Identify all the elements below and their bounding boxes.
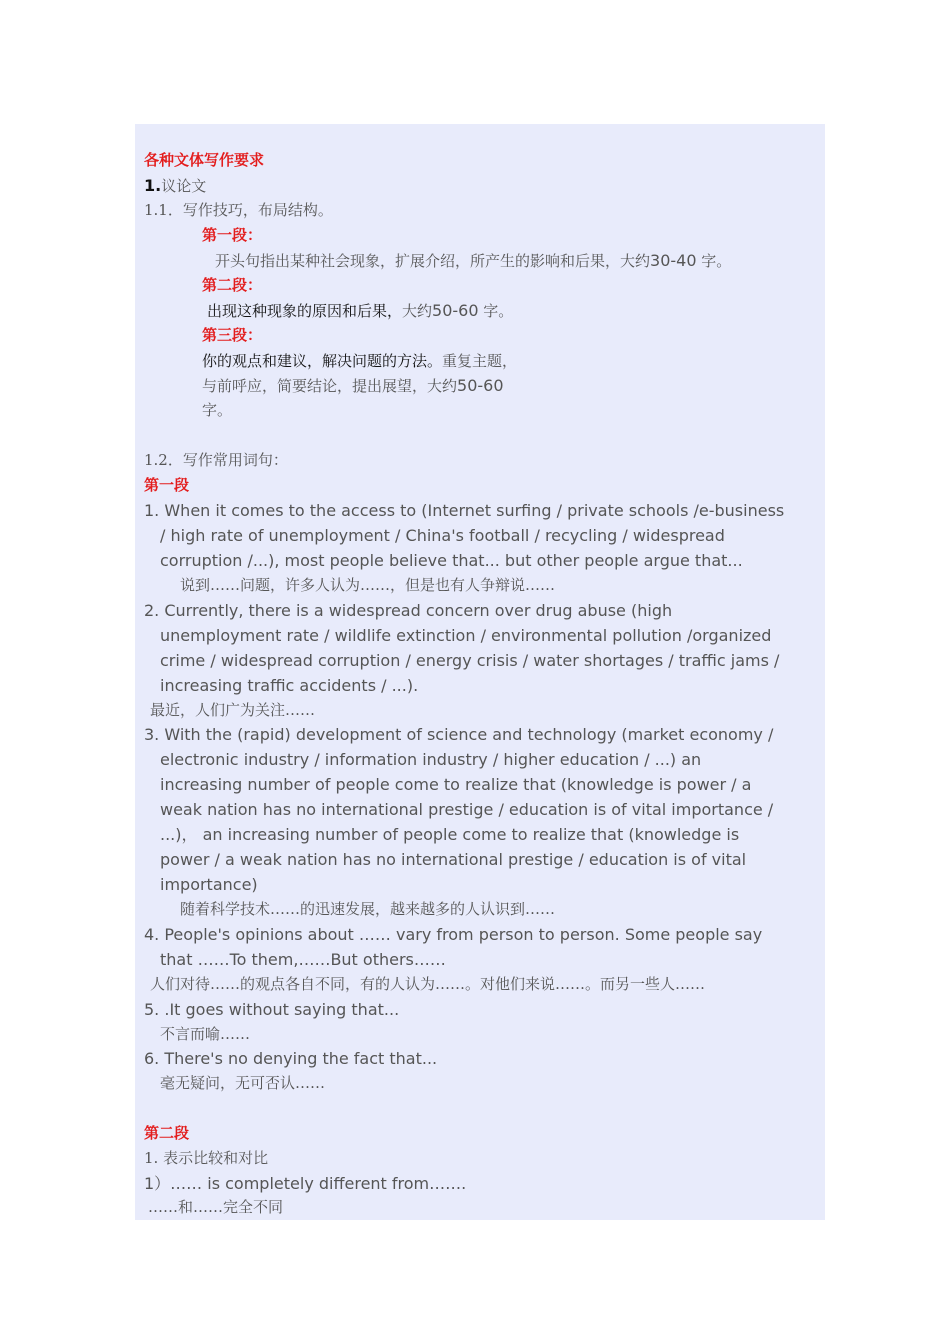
phrase-6-line: 6. There's no denying the fact that...: [144, 1049, 438, 1068]
phrase-5-translation: 不言而喻……: [160, 1025, 251, 1043]
phrase-2-translation: 最近，人们广为关注……: [150, 701, 316, 719]
phrase-3-line: ...)， an increasing number of people come to realize that (knowledge is: [160, 825, 740, 844]
paragraph-1-desc: 开头句指出某种社会现象，扩展介绍，所产生的影响和后果，大约30-40 字。: [215, 251, 732, 270]
section-1-1-heading: 1.1．写作技巧，布局结构。: [144, 201, 333, 219]
paragraph-3-desc: 你的观点和建议，解决问题的方法。重复主题，: [202, 352, 518, 370]
first-paragraph-heading: 第一段: [144, 476, 190, 494]
phrase-1-line: 1. When it comes to the access to (Internet surfing / private schools /e-business: [144, 501, 785, 520]
phrase-5-line: 5. .It goes without saying that...: [144, 1000, 400, 1019]
phrase-3-line: 3. With the (rapid) development of science and technology (market economy /: [144, 725, 774, 744]
paragraph-3-desc-line3: 字。: [202, 401, 233, 419]
phrase-3-line: power / a weak nation has no international prestige / education is of vital: [160, 850, 747, 869]
phrase-2-line: unemployment rate / wildlife extinction / environmental pollution /organized: [160, 626, 772, 645]
paragraph-3-label: 第三段：: [202, 326, 263, 344]
compare-contrast-heading: 1. 表示比较和对比: [144, 1149, 269, 1167]
phrase-1-line: / high rate of unemployment / China's football / recycling / widespread: [160, 526, 725, 545]
phrase-3-line: weak nation has no international prestige / education is of vital importance /: [160, 800, 774, 819]
second-paragraph-heading: 第二段: [144, 1124, 190, 1142]
document-panel: [135, 124, 825, 1220]
phrase-1-translation: 说到……问题，许多人认为……，但是也有人争辩说……: [180, 576, 556, 594]
phrase-4-line: that ……To them,……But others……: [160, 950, 446, 969]
compare-phrase-1: 1）…… is completely different from…….: [144, 1174, 467, 1193]
phrase-3-line: increasing number of people come to realize that (knowledge is power / a: [160, 775, 752, 794]
phrase-2-line: increasing traffic accidents / ...).: [160, 676, 419, 695]
section-1-2-heading: 1.2．写作常用词句：: [144, 451, 288, 469]
compare-phrase-1-translation: ……和……完全不同: [148, 1198, 284, 1216]
phrase-4-translation: 人们对待……的观点各自不同，有的人认为……。对他们来说……。而另一些人……: [150, 975, 706, 993]
phrase-2-line: crime / widespread corruption / energy crisis / water shortages / traffic jams /: [160, 651, 780, 670]
section-1-number: 1.: [144, 176, 162, 195]
phrase-4-line: 4. People's opinions about …… vary from person to person. Some people say: [144, 925, 763, 944]
phrase-3-line: importance): [160, 875, 258, 894]
phrase-3-translation: 随着科学技术……的迅速发展，越来越多的人认识到……: [180, 900, 556, 918]
phrase-2-line: 2. Currently, there is a widespread concern over drug abuse (high: [144, 601, 673, 620]
section-1-heading: [144, 173, 206, 198]
phrase-1-line: corruption /...), most people believe that... but other people argue that...: [160, 551, 743, 570]
paragraph-1-label: 第一段：: [202, 226, 263, 244]
phrase-3-line: electronic industry / information industry / higher education / ...) an: [160, 750, 702, 769]
doc-title: 各种文体写作要求: [144, 151, 265, 169]
phrase-6-translation: 毫无疑问，无可否认……: [160, 1074, 326, 1092]
section-1-label: 议论文: [161, 177, 207, 195]
paragraph-2-label: 第二段：: [202, 276, 263, 294]
paragraph-3-desc-line2: 与前呼应，简要结论，提出展望，大约50-60: [202, 376, 504, 395]
paragraph-2-desc: 出现这种现象的原因和后果，大约50-60 字。: [207, 301, 514, 320]
